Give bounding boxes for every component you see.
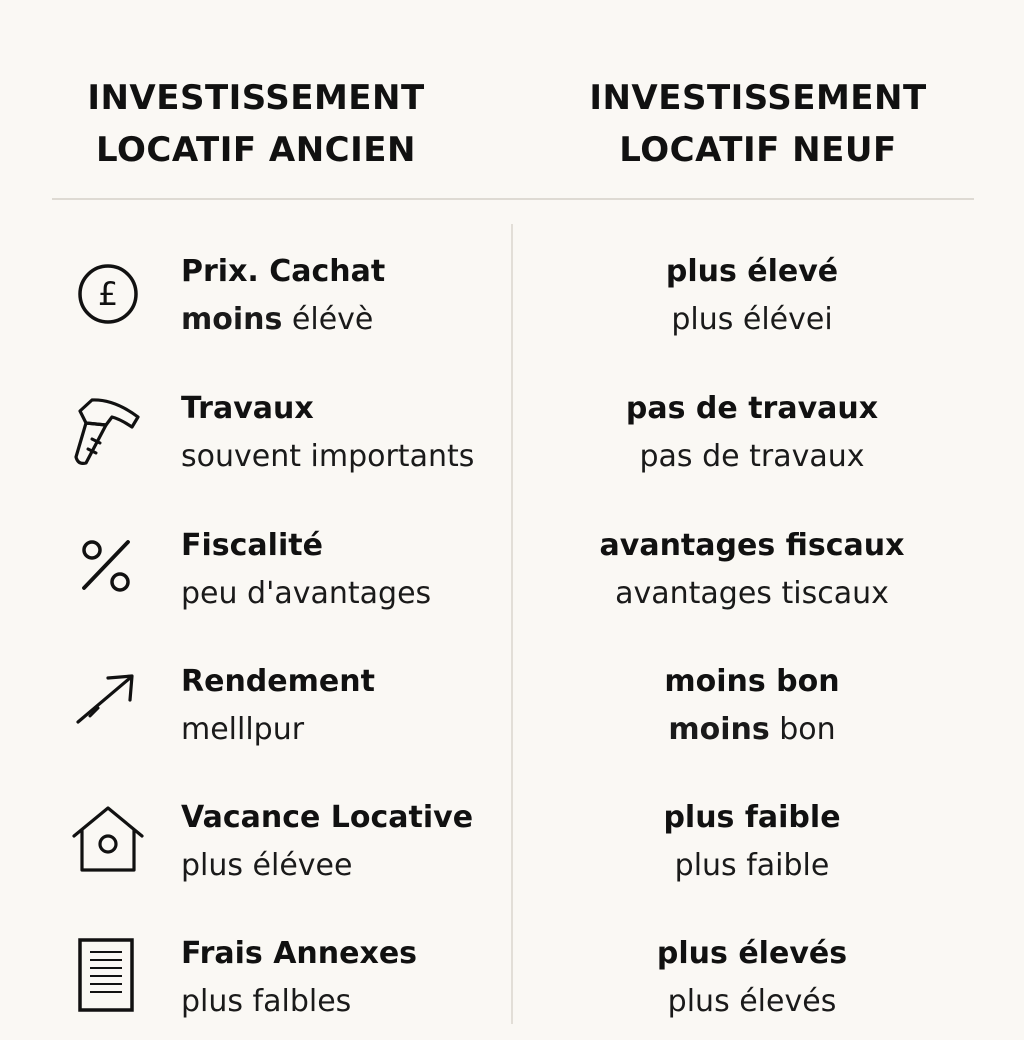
column-title-ancien [6, 72, 506, 176]
neuf-label: plus faible [663, 800, 841, 835]
ancien-value [181, 296, 501, 344]
neuf-cell-frais [530, 930, 974, 1026]
ancien-cell-rendement [181, 658, 501, 754]
neuf-label: moins bon [664, 664, 840, 699]
comparison-row-rendement [0, 658, 1024, 768]
comparison-row-vacance [0, 794, 1024, 904]
neuf-cell-vacance [530, 794, 974, 890]
neuf-value: plus élevés [667, 984, 837, 1019]
criterion-label: Rendement [181, 664, 375, 699]
hammer-icon [68, 391, 148, 471]
column-title-ancien-line1: INVESTISSEMENT [87, 78, 425, 118]
header-divider [52, 198, 974, 200]
svg-text:£: £ [97, 275, 119, 313]
ancien-value: peu d'avantages [181, 576, 432, 611]
ancien-value: melllpur [181, 712, 305, 747]
ancien-value: plus élévee [181, 848, 353, 883]
ancien-value: souvent importants [181, 439, 475, 474]
ancien-value-rest: élévè [282, 302, 374, 337]
column-title-ancien-line2: LOCATIF ANCIEN [96, 130, 416, 170]
comparison-row-prix [0, 248, 1024, 358]
column-title-neuf [508, 72, 1008, 176]
house-icon [68, 800, 148, 880]
neuf-cell-rendement [530, 658, 974, 754]
neuf-value: plus faible [674, 848, 830, 883]
ancien-cell-vacance [181, 794, 501, 890]
ancien-cell-prix [181, 248, 501, 344]
neuf-label: avantages fiscaux [599, 528, 905, 563]
neuf-value: pas de travaux [639, 439, 865, 474]
neuf-value: avantages tiscaux [615, 576, 889, 611]
neuf-label: pas de travaux [625, 391, 879, 426]
ancien-cell-fiscalite [181, 522, 501, 618]
ancien-value-bold: moins [181, 302, 283, 337]
percent-icon [68, 528, 148, 608]
trend-arrow-icon [68, 664, 148, 744]
neuf-label: plus élevés [656, 936, 848, 971]
pound-circle-icon [68, 254, 148, 334]
neuf-cell-prix [530, 248, 974, 344]
neuf-label: plus élevé [665, 254, 839, 289]
column-title-neuf-line2: LOCATIF NEUF [619, 130, 897, 170]
comparison-row-fiscalite [0, 522, 1024, 632]
neuf-value [530, 706, 974, 754]
document-icon [68, 936, 148, 1016]
neuf-value-rest: bon [769, 712, 836, 747]
neuf-value-bold: moins [668, 712, 770, 747]
criterion-label: Vacance Locative [181, 800, 474, 835]
criterion-label: Fiscalité [181, 528, 323, 563]
ancien-cell-frais [181, 930, 501, 1026]
criterion-label: Prix. Cachat [181, 254, 386, 289]
criterion-label: Frais Annexes [181, 936, 418, 971]
neuf-cell-travaux [530, 385, 974, 481]
criterion-label: Travaux [181, 391, 314, 426]
column-title-neuf-line1: INVESTISSEMENT [589, 78, 927, 118]
neuf-value: plus élévei [671, 302, 833, 337]
neuf-cell-fiscalite [530, 522, 974, 618]
ancien-value: plus falbles [181, 984, 352, 1019]
comparison-row-travaux [0, 385, 1024, 495]
comparison-header [0, 0, 1024, 198]
ancien-cell-travaux [181, 385, 501, 481]
